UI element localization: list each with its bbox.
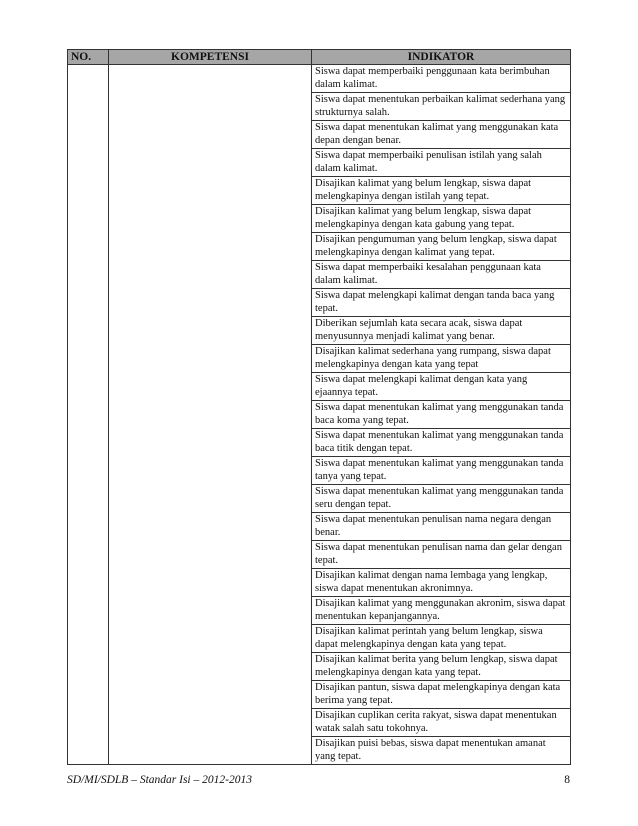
indikator-cell: Disajikan puisi bebas, siswa dapat menentukan amanat yang tepat. (312, 737, 571, 765)
page-number: 8 (564, 774, 570, 786)
table-body (68, 65, 571, 765)
indikator-cell: Siswa dapat menentukan penulisan nama negara dengan benar. (312, 513, 571, 541)
indikator-cell: Siswa dapat menentukan perbaikan kalimat sederhana yang strukturnya salah. (312, 93, 571, 121)
indikator-cell: Disajikan kalimat yang belum lengkap, siswa dapat melengkapinya dengan kata gabung yang tepat. (312, 205, 571, 233)
indikator-cell: Disajikan kalimat yang belum lengkap, siswa dapat melengkapinya dengan istilah yang tepat. (312, 177, 571, 205)
indikator-cell: Siswa dapat memperbaiki penulisan istilah yang salah dalam kalimat. (312, 149, 571, 177)
header-no: NO. (68, 50, 109, 65)
indikator-cell: Siswa dapat melengkapi kalimat dengan kata yang ejaannya tepat. (312, 373, 571, 401)
indikator-cell: Siswa dapat memperbaiki kesalahan penggunaan kata dalam kalimat. (312, 261, 571, 289)
indikator-cell: Disajikan pengumuman yang belum lengkap, siswa dapat melengkapinya dengan kalimat yang tepat. (312, 233, 571, 261)
no-cell (68, 65, 109, 765)
footer-document-title: SD/MI/SDLB – Standar Isi – 2012-2013 (67, 774, 252, 786)
indikator-cell: Disajikan cuplikan cerita rakyat, siswa dapat menentukan watak salah satu tokohnya. (312, 709, 571, 737)
table-header-row (68, 50, 571, 65)
indikator-cell: Siswa dapat memperbaiki penggunaan kata berimbuhan dalam kalimat. (312, 65, 571, 93)
indikator-cell: Disajikan pantun, siswa dapat melengkapinya dengan kata berima yang tepat. (312, 681, 571, 709)
indikator-cell: Siswa dapat menentukan penulisan nama dan gelar dengan tepat. (312, 541, 571, 569)
indikator-cell: Disajikan kalimat berita yang belum lengkap, siswa dapat melengkapinya dengan kata yang tepat. (312, 653, 571, 681)
indikator-cell: Siswa dapat melengkapi kalimat dengan tanda baca yang tepat. (312, 289, 571, 317)
indikator-cell: Siswa dapat menentukan kalimat yang menggunakan tanda tanya yang tepat. (312, 457, 571, 485)
indikator-cell: Siswa dapat menentukan kalimat yang menggunakan tanda baca titik dengan tepat. (312, 429, 571, 457)
indikator-cell: Disajikan kalimat yang menggunakan akronim, siswa dapat menentukan kepanjangannya. (312, 597, 571, 625)
indikator-cell: Siswa dapat menentukan kalimat yang menggunakan tanda seru dengan tepat. (312, 485, 571, 513)
competency-table (67, 49, 571, 765)
header-indikator: INDIKATOR (312, 50, 571, 65)
indikator-cell: Disajikan kalimat dengan nama lembaga yang lengkap, siswa dapat menentukan akronimnya. (312, 569, 571, 597)
indikator-cell: Disajikan kalimat sederhana yang rumpang, siswa dapat melengkapinya dengan kata yang tepat (312, 345, 571, 373)
kompetensi-cell (109, 65, 312, 765)
indikator-cell: Disajikan kalimat perintah yang belum lengkap, siswa dapat melengkapinya dengan kata yang tepat. (312, 625, 571, 653)
header-kompetensi: KOMPETENSI (109, 50, 312, 65)
indikator-cell: Siswa dapat menentukan kalimat yang menggunakan tanda baca koma yang tepat. (312, 401, 571, 429)
indikator-cell: Siswa dapat menentukan kalimat yang menggunakan kata depan dengan benar. (312, 121, 571, 149)
indikator-cell: Diberikan sejumlah kata secara acak, siswa dapat menyusunnya menjadi kalimat yang benar. (312, 317, 571, 345)
table-row (68, 65, 571, 93)
